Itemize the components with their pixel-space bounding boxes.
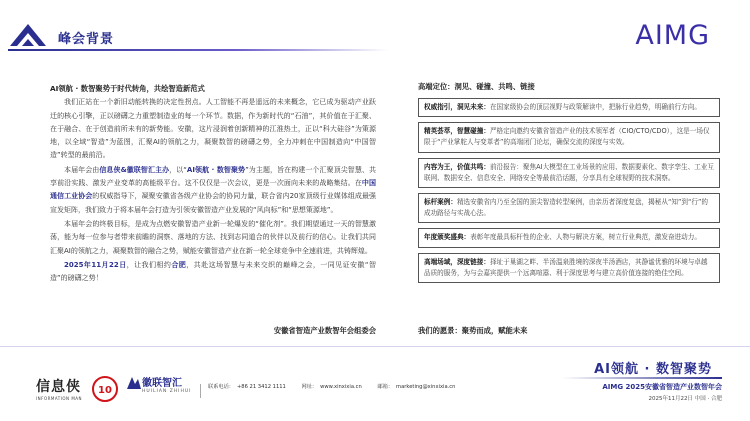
header-divider [8, 49, 388, 51]
guide-org-highlight: 中国通信工业协会 [50, 179, 377, 201]
anniversary-badge-icon [88, 374, 122, 404]
event-name: AIMG 2025安徽省智造产业数智年会 [602, 383, 722, 391]
positioning-card [418, 193, 720, 223]
website-label: 网址： [301, 384, 318, 390]
huilian-logo-subtext: HUILIAN ZHIHUI [142, 389, 192, 394]
email-link[interactable]: marketing@xinxixia.cn [396, 384, 456, 390]
website-link[interactable]: www.xinxixia.cn [320, 384, 362, 390]
footer [0, 358, 750, 418]
event-city: 合肥 [171, 260, 187, 269]
vision-statement: 我们的愿景：聚势而成，赋能未来 [418, 326, 528, 335]
theme-highlight: AI领航 · 数智聚势 [186, 165, 246, 174]
positioning-card [418, 158, 720, 188]
text-span: ，以“ [169, 165, 187, 174]
header-logo-icon [8, 22, 48, 48]
text-span: 本届年会由 [64, 165, 100, 174]
positioning-card [418, 122, 720, 152]
card-key: 精英荟萃，智慧碰撞： [424, 127, 490, 136]
intro-paragraph-1: 我们正站在一个新旧动能转换的决定性拐点。人工智能不再是遥远的未来概念，它已成为驱动产业跃迁的核心引擎，正以磅礴之力重塑制造业的每一个环节。数据，作为新时代的“石油”，其价值在于汇聚、在于融合、在于创造前所未有的新势能。安徽，这片浸润着创新精神的江淮热土，正以“科大硅谷”为策源地，以全域“智造”为蓝图，汇聚AI的领航之力，凝聚数智的磅礴之势，全力冲刺在中国制造向“中国智造”转型的最前沿。 [50, 98, 376, 160]
card-key: 内容为王，价值共鸣： [424, 162, 490, 171]
positioning-card [418, 98, 720, 117]
text-span: 的权威指导下，凝聚安徽省各级产业协会的协同力量，联合省内20家顶级行业媒体组成最强宣发矩阵，我们致力于将本届年会打造为引领安徽智造产业发展的“风向标”和“思想策源地”。 [50, 192, 377, 214]
card-text: 前沿报告：聚焦AI大模型在工业场景的应用、数据要素化、数字孪生、工业互联网、数据安全、信息安全、网络安全等最前沿话题，分享具有全球视野的技术洞察。 [424, 162, 714, 182]
huilian-logo-text: 徽联智汇 [142, 378, 182, 389]
phone-number: +86 21 3412 1111 [236, 384, 286, 390]
xinxixia-logo-subtext: INFORMATION MAN [36, 396, 82, 401]
phone-label: 联系电话： [208, 384, 234, 390]
positioning-card [418, 253, 720, 283]
brand-logo: AIMG [635, 20, 710, 51]
contact-info [208, 383, 469, 390]
organizer-highlight: 信息侠&徽联智汇主办 [99, 165, 170, 174]
card-text: 表彰年度最具标杆性的企业、人物与解决方案，树立行业典范，激发奋进动力。 [470, 233, 701, 242]
card-text: 在国家级协会的顶层视野与政策解读中，把脉行业趋势，明确前行方向。 [489, 103, 701, 111]
intro-section [50, 82, 376, 286]
card-text: 择址于巢湖之畔、半汤温泉胜境的深夜半汤酒店，其静谧优雅的环境与卓越品质的服务，为与会嘉宾提供一个远离喧嚣、利于深度思考与建立高价值连接的绝佳空间。 [424, 257, 708, 277]
xinxixia-logo-text: 信息侠 [36, 379, 81, 395]
intro-title: AI领航 · 数智聚势于时代转角，共绘智造新范式 [50, 84, 205, 93]
huilian-logo [126, 374, 192, 394]
event-date: 2025年11月22日 [64, 260, 127, 269]
footer-divider [0, 346, 750, 347]
email-label: 邮箱： [377, 384, 394, 390]
intro-paragraph-3: 本届年会的终极目标，是成为点燃安徽智造产业新一轮爆发的“催化剂”。我们期望通过一天的智慧激荡，能为每一位参与者带来前瞻的洞察、落地的方法、找到志同道合的伙伴以及前行的信心。让我们共同汇聚AI的领航之力，凝聚数智的融合之势，赋能安徽智造产业在新一轮全球竞争中全速前进，共铸辉煌。 [50, 219, 376, 255]
card-key: 权威指引，洞见未来： [424, 103, 490, 111]
footer-separator [200, 384, 201, 398]
footer-slogan: AI领航 · 数智聚势 [594, 362, 712, 377]
text-span: ，共赴这场智慧与未来交织的巅峰之会，一同见证安徽“智造”的磅礴之势！ [50, 260, 377, 283]
intro-paragraph-2 [50, 164, 376, 217]
card-key: 高端场域，深度链接： [424, 257, 490, 266]
event-date-place: 2025年11月22日 中国 · 合肥 [648, 396, 722, 402]
svg-text:10: 10 [98, 385, 112, 396]
organizer-signature: 安徽省智造产业数智年会组委会 [273, 326, 376, 335]
xinxixia-logo [36, 376, 82, 401]
slogan-underline [562, 377, 722, 379]
positioning-title: 高端定位：洞见、碰撞、共鸣、链接 [418, 82, 535, 91]
text-span: ”为主题，旨在构建一个汇聚顶尖智慧、共享前沿实践、激发产业变革的高能级平台。这不仅仅是一次会议，更是一次面向未来的战略集结。在 [50, 165, 376, 188]
text-span: ，让我们相约 [126, 260, 172, 269]
positioning-section [418, 82, 720, 288]
page-title: 峰会背景 [58, 32, 115, 47]
intro-paragraph-4 [50, 259, 376, 286]
positioning-card [418, 228, 720, 247]
card-key: 年度颁奖盛典： [424, 233, 471, 242]
card-text: 精选安徽省内乃至全国的顶尖智造转型案例，由亲历者深度复盘，揭秘从“知”到“行”的成功路径与实战心法。 [424, 198, 709, 218]
card-text: 严格定向邀约安徽省智造产业的技术领军者（CIO/CTO/CDO），这是一场仅限于“产业掌舵人与变革者”的高端闭门论坛，确保交流的深度与实效。 [424, 127, 710, 147]
huilian-mark-icon [126, 374, 142, 392]
card-key: 标杆案例： [424, 198, 457, 207]
